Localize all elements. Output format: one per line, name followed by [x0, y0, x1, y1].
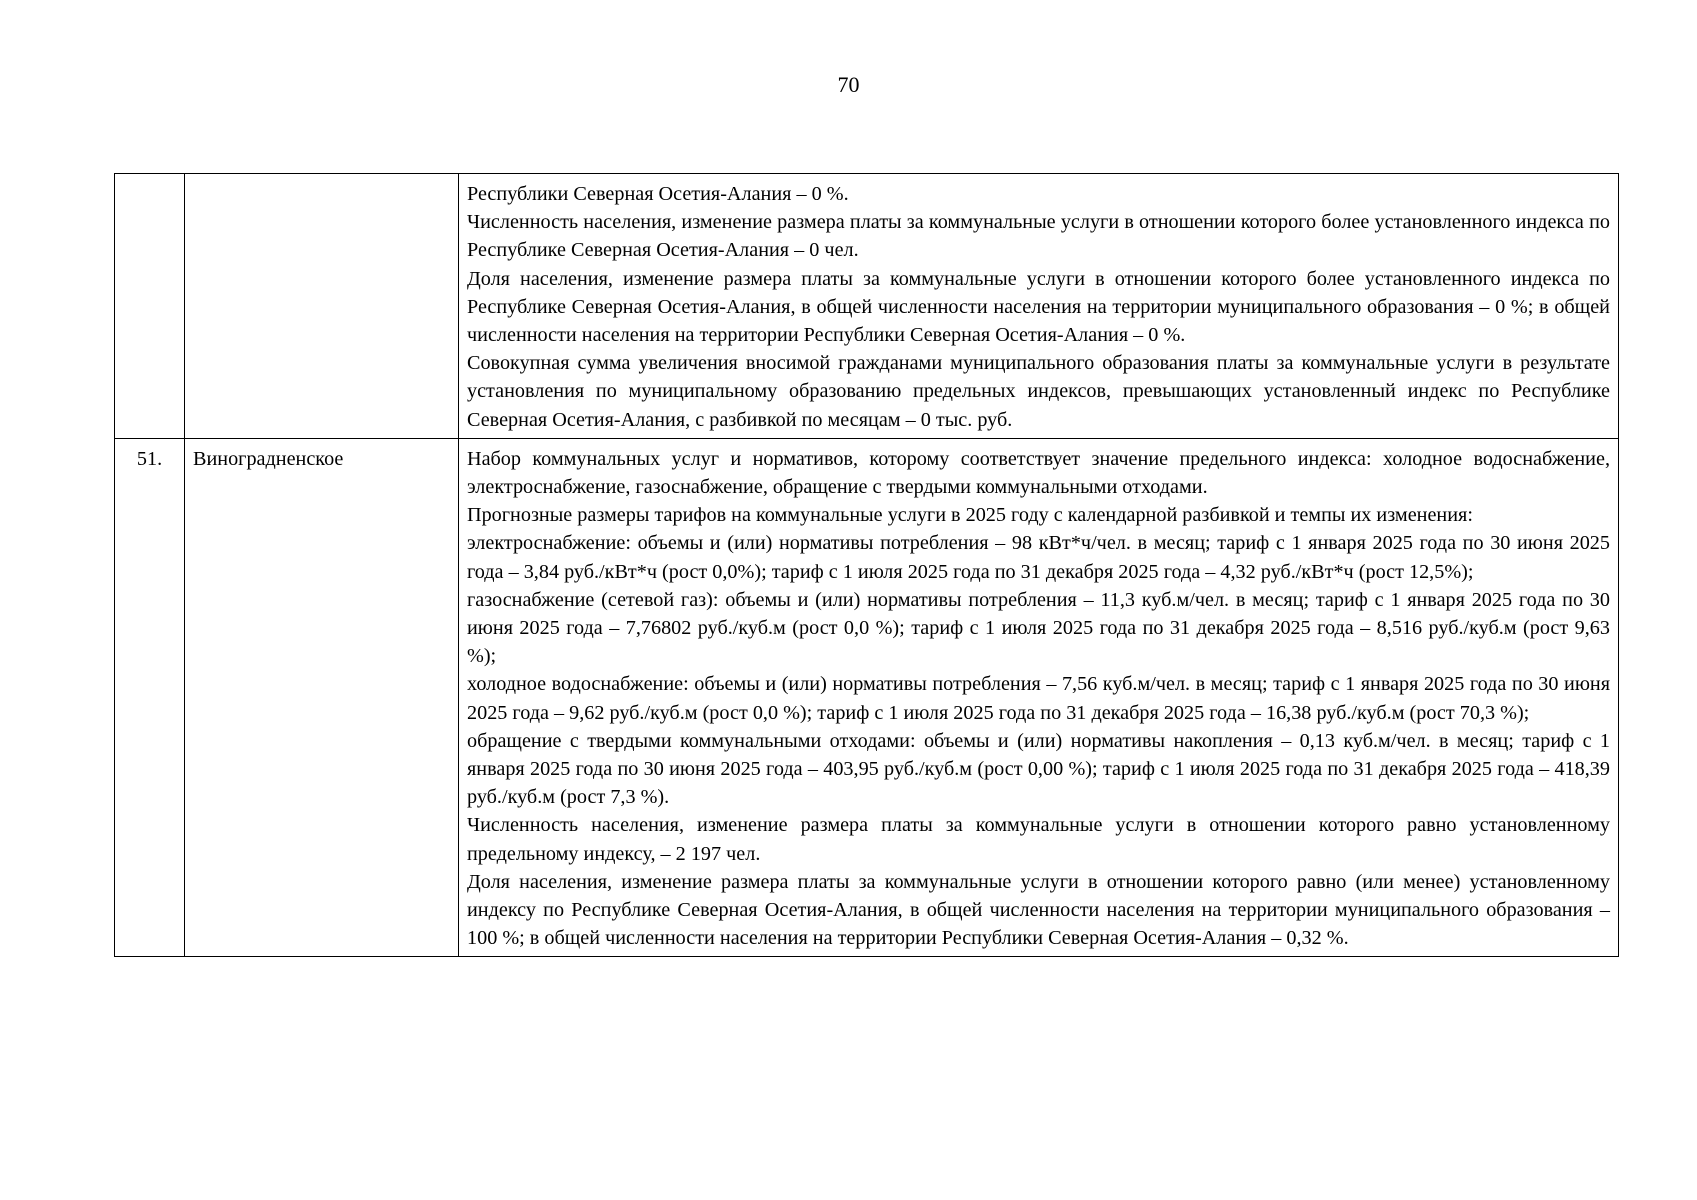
paragraph: электроснабжение: объемы и (или) нормативы потребления – 98 кВт*ч/чел. в месяц; тариф с 1 января 2025 года по 30 июня 2025 года – 3,84 руб./кВт*ч (рост 0,0%); тариф с 1 июля 2025 года по 31 декабря 2025 года – 4,32 руб./кВт*ч (рост 12,5%);: [467, 532, 1610, 583]
municipalities-table: [114, 173, 1619, 957]
paragraph: Численность населения, изменение размера платы за коммунальные услуги в отношении которого более установленного индекса по Республике Северная Осетия-Алания – 0 чел.: [467, 211, 1610, 262]
paragraph: Доля населения, изменение размера платы за коммунальные услуги в отношении которого равно (или менее) установленному индексу по Республике Северная Осетия-Алания, в общей численности населения на территории муниципального образования – 100 %; в общей численности населения на территории Республики Северная Осетия-Алания – 0,32 %.: [467, 870, 1610, 950]
paragraph: Прогнозные размеры тарифов на коммунальные услуги в 2025 году с календарной разбивкой и темпы их изменения:: [467, 504, 1473, 527]
municipality-name-cell: [185, 174, 459, 439]
municipality-name-cell: Виноградненское: [185, 438, 459, 957]
paragraph: холодное водоснабжение: объемы и (или) нормативы потребления – 7,56 куб.м/чел. в месяц; тариф с 1 января 2025 года по 30 июня 2025 года – 9,62 руб./куб.м (рост 0,0 %); тариф с 1 июля 2025 года по 31 декабря 2025 года – 16,38 руб./куб.м (рост 70,3 %);: [467, 673, 1610, 724]
paragraph: обращение с твердыми коммунальными отходами: объемы и (или) нормативы накопления – 0,13 куб.м/чел. в месяц; тариф с 1 января 2025 года по 30 июня 2025 года – 403,95 руб./куб.м (рост 0,00 %); тариф с 1 июля 2025 года по 31 декабря 2025 года – 418,39 руб./куб.м (рост 7,3 %).: [467, 729, 1610, 809]
description-cell: [459, 438, 1619, 957]
paragraph: Набор коммунальных услуг и нормативов, которому соответствует значение предельного индекса: холодное водоснабжение, электроснабжение, газоснабжение, обращение с твердыми коммунальными отходами.: [467, 447, 1610, 499]
paragraph: газоснабжение (сетевой газ): объемы и (или) нормативы потребления – 11,3 куб.м/чел. в месяц; тариф с 1 января 2025 года по 30 июня 2025 года – 7,76802 руб./куб.м (рост 0,0 %); тариф с 1 июля 2025 года по 31 декабря 2025 года – 8,516 руб./куб.м (рост 9,63 %);: [467, 588, 1610, 668]
table-row: [115, 438, 1619, 957]
row-number-cell: 51.: [115, 438, 185, 957]
table-row: [115, 174, 1619, 439]
description-cell: [459, 174, 1619, 439]
paragraph: Совокупная сумма увеличения вносимой гражданами муниципального образования платы за коммунальные услуги в результате установления по муниципальному образованию предельных индексов, превышающих установленный индекс по Республике Северная Осетия-Алания, с разбивкой по месяцам – 0 тыс. руб.: [467, 352, 1610, 431]
paragraph: Численность населения, изменение размера платы за коммунальные услуги в отношении которого равно установленному предельному индексу, – 2 197 чел.: [467, 814, 1610, 865]
paragraph: Доля населения, изменение размера платы за коммунальные услуги в отношении которого более установленного индекса по Республике Северная Осетия-Алания, в общей численности населения на территории муниципального образования – 0 %; в общей численности населения на территории Республики Северная Осетия-Алания – 0 %.: [467, 267, 1610, 347]
paragraph: Республики Северная Осетия-Алания – 0 %.: [467, 183, 849, 205]
row-number-cell: [115, 174, 185, 439]
page-number: 70: [837, 72, 860, 97]
